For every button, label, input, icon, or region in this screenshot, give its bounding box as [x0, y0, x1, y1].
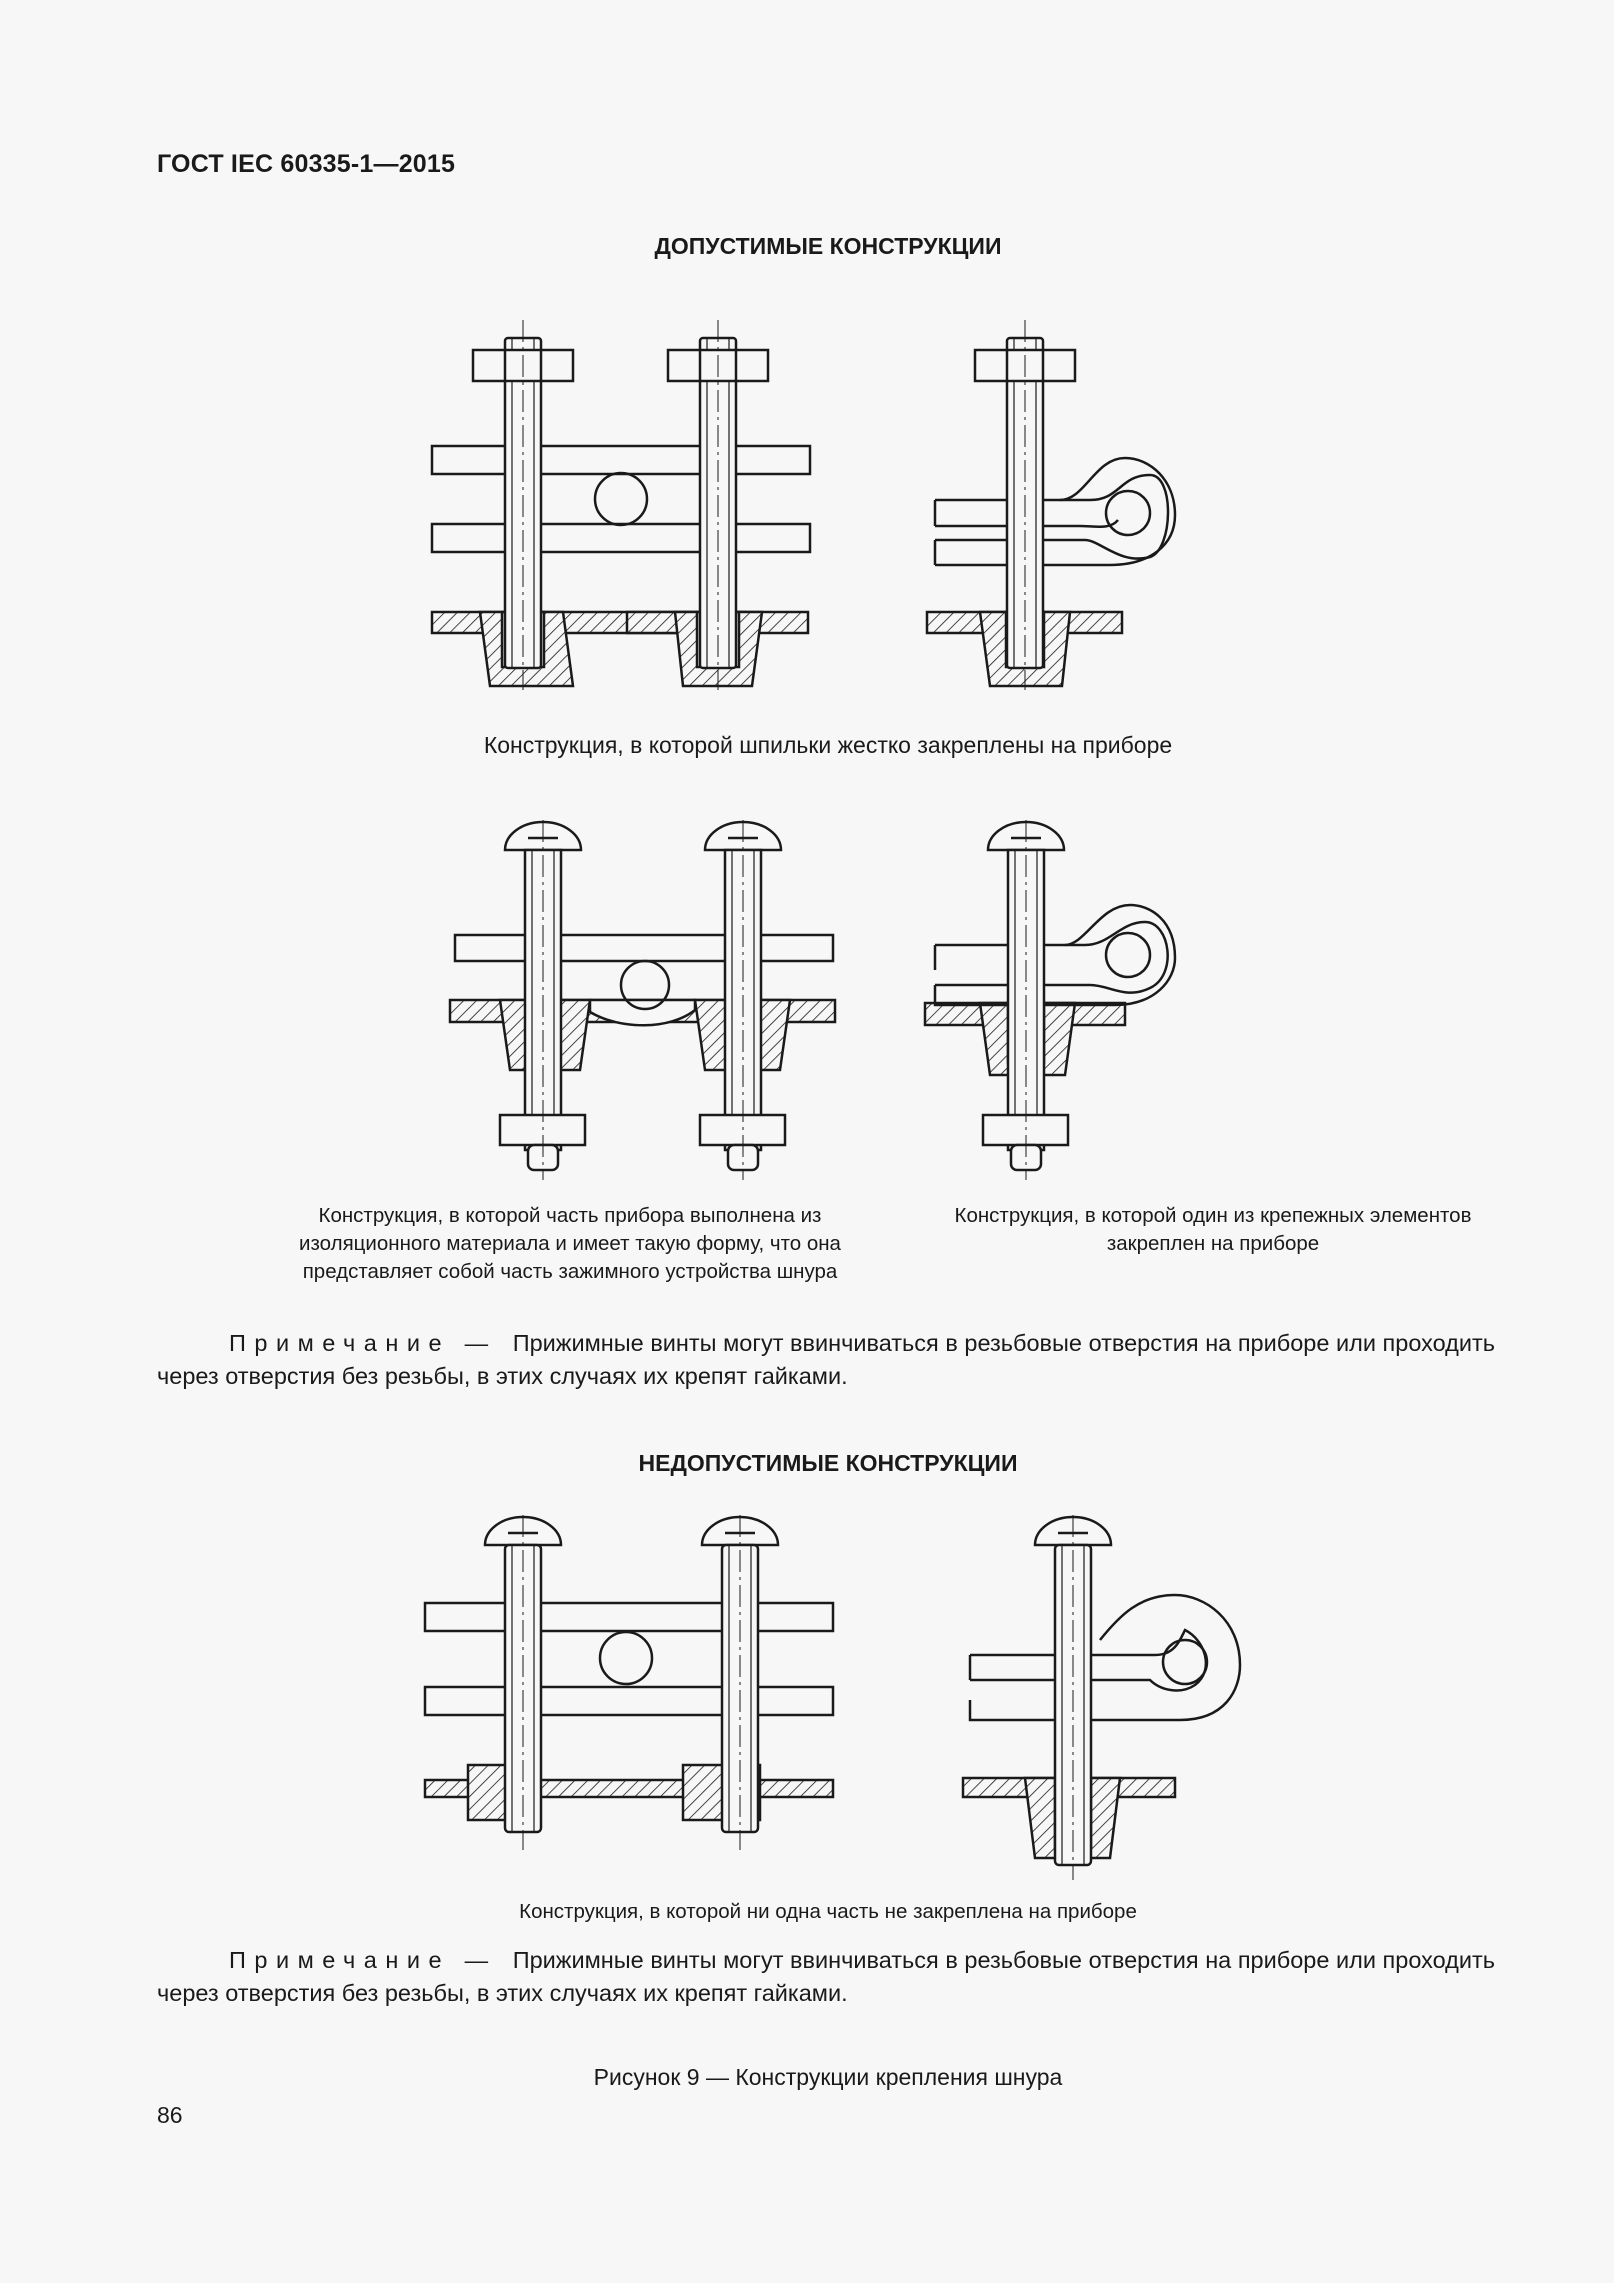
note-text: Прижимные винты могут ввинчиваться в резьбовые отверстия на приборе или проходить через отверстия без резьбы, в этих случаях их крепят гайками.: [157, 1947, 1496, 2006]
drawing-nothing-fixed-single: [963, 1515, 1240, 1880]
clamp-bar-top: [425, 1603, 833, 1631]
caption-nothing-fixed: Конструкция, в которой ни одна часть не закреплена на приборе: [519, 1900, 1137, 1923]
appliance-base: [432, 612, 808, 686]
forbidden-section-title: НЕДОПУСТИМЫЕ КОНСТРУКЦИИ: [638, 1450, 1018, 1476]
drawing-fixed-studs-pair: [432, 320, 810, 690]
clamp-bar-top: [432, 446, 810, 474]
drawing-one-element-fixed: [925, 820, 1175, 1180]
caption-insulating-part: Конструкция, в которой часть прибора выполнена из изоляционного материала и имеет такую форму, что она представляет собой часть зажимного устройства шнура: [299, 1204, 841, 1283]
cord-section: [600, 1632, 652, 1684]
drawing-fixed-stud-loop: [927, 320, 1175, 690]
note-label: Примечание: [229, 1330, 451, 1356]
note-label: Примечание: [229, 1947, 451, 1973]
clamp-bar: [455, 935, 833, 961]
note-dash: —: [464, 1947, 489, 1973]
caption-one-element: Конструкция, в которой один из крепежных элементов закреплен на приборе: [954, 1204, 1472, 1255]
drawing-nothing-fixed-pair: [425, 1515, 833, 1850]
note-text: Прижимные винты могут ввинчиваться в резьбовые отверстия на приборе или проходить через отверстия без резьбы, в этих случаях их крепят гайками.: [157, 1330, 1496, 1389]
cord-section: [595, 473, 647, 525]
document-header: ГОСТ IEC 60335-1—2015: [157, 150, 456, 178]
drawing-insulating-part: [450, 820, 835, 1180]
page-number: 86: [157, 2102, 183, 2128]
figure-caption: Рисунок 9 — Конструкции крепления шнура: [593, 2064, 1063, 2090]
clamp-bar-bottom: [425, 1687, 833, 1715]
note-allowed: [157, 1327, 1495, 1393]
caption-fixed-studs: Конструкция, в которой шпильки жестко закреплены на приборе: [483, 732, 1173, 758]
note-dash: —: [464, 1330, 489, 1356]
clamp-bar-bottom: [432, 524, 810, 552]
allowed-section-title: ДОПУСТИМЫЕ КОНСТРУКЦИИ: [654, 233, 1002, 259]
note-forbidden: [157, 1944, 1495, 2010]
screw-single: [983, 820, 1068, 1180]
